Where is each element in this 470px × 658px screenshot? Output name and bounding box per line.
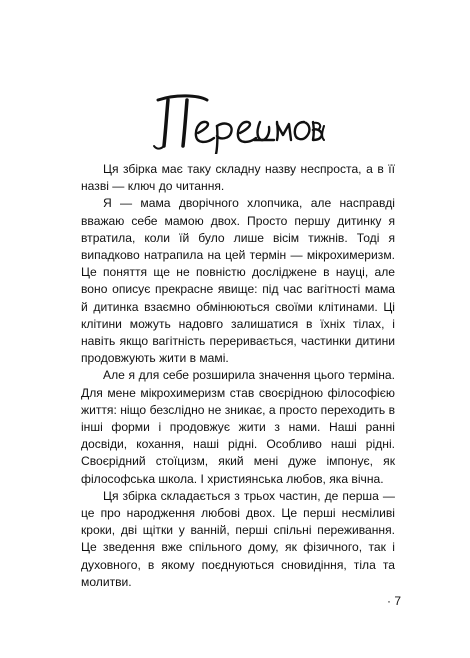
preface-text [81, 161, 395, 591]
paragraph-1: Ця збірка має таку складну назву неспроста, а в її назві — ключ до читання. [81, 162, 395, 194]
paragraph-4: Ця збірка складається з трьох частин, де перша — це про народження любові двох. Це перші несміливі кроки, дві щітки у ванній, перші спільні переживання. Це зведення вже спільного дому, як фізичного, так і духовного, в якому поєднуються сновидіння, тіла та молитви. [81, 488, 395, 589]
handwritten-title-art [150, 88, 325, 154]
page-number: · 7 [386, 594, 401, 608]
paragraph-2: Я — мама дворічного хлопчика, але насправді вважаю себе мамою двох. Просто першу дитинку я втратила, коли їй було лише вісім тижнів. Тоді я випадково натрапила на цей термін — мікрохимеризм. Це поняття ще не повністю досліджене в науці, але воно описує прекрасне явище: під час вагітності мама й дитинка взаємно обмінюються своїми клітинами. Ці клітини можуть надовго залишатися в їхніх тілах, і навіть якщо вагітність переривається, частинки дитини продовжують жити в мамі. [81, 196, 395, 366]
paragraph-3: Але я для себе розширила значення цього терміна. Для мене мікрохимеризм став своєрідною філософією життя: ніщо безслідно не зникає, а просто переходить в інші форми і продовжує жити з нами. Наші ранні досвіди, кохання, наші рідні. Особливо наші рідні. Своєрідний стоїцизм, який мені дуже імпонує, як філософська школа. І християнська любов, яка вічна. [81, 368, 395, 486]
handwritten-title [150, 88, 325, 154]
